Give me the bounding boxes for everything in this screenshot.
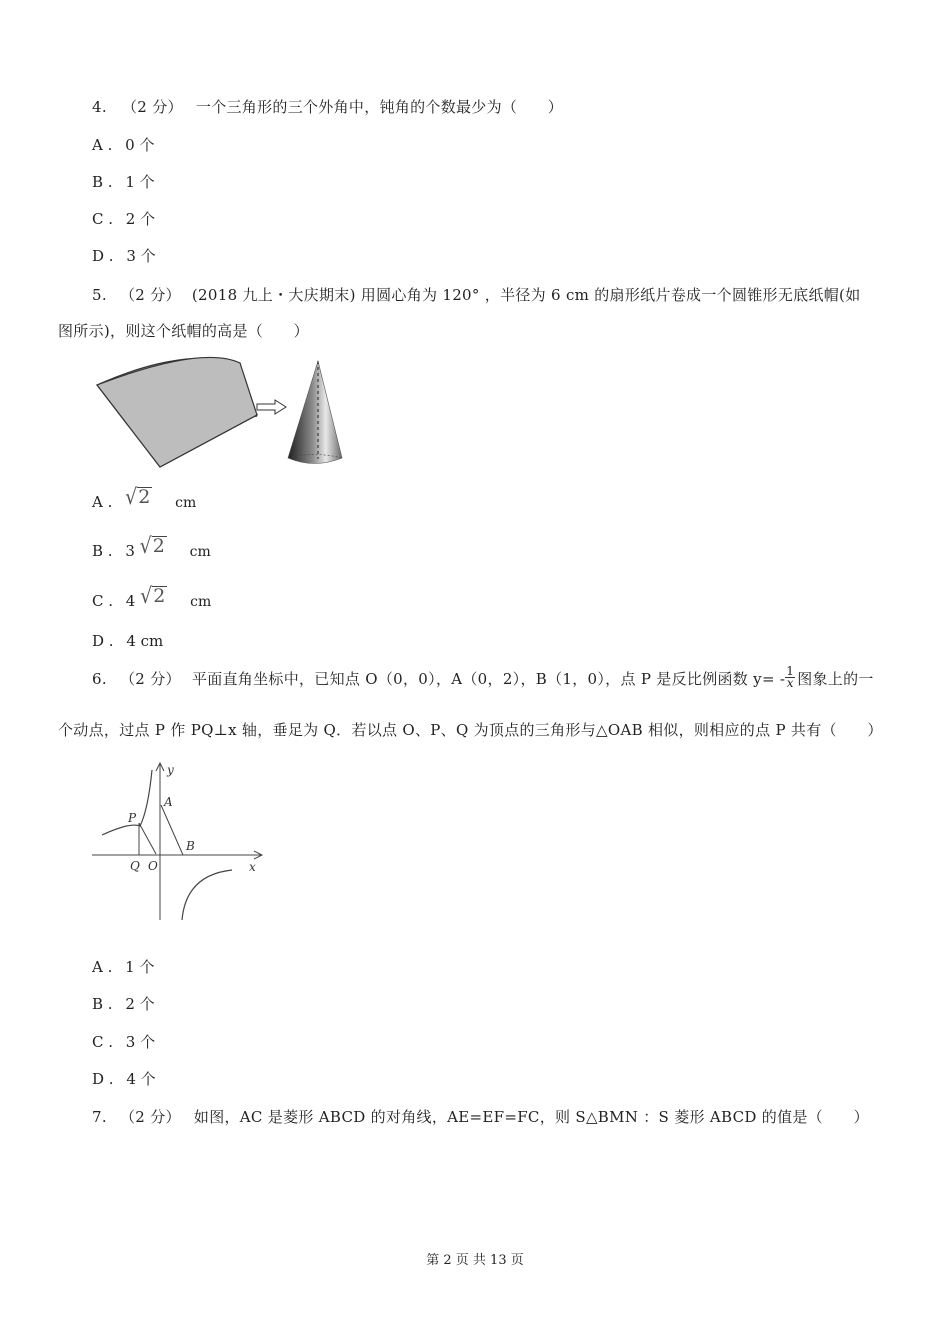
q6-number: 6. bbox=[92, 670, 107, 688]
q6-stem-line2: 个动点，过点 P 作 PQ⊥x 轴，垂足为 Q．若以点 O、P、Q 为顶点的三角形与△OAB 相似，则相应的点 P 共有（ ） bbox=[58, 721, 883, 739]
q6-stem-line1a: 平面直角坐标中，已知点 O（0，0），A（0，2），B（1，0），点 P 是反比例函数 y= - bbox=[191, 670, 786, 688]
q4-option-b[interactable] bbox=[92, 171, 155, 192]
label-p: P bbox=[128, 811, 137, 825]
option-coefficient: 4 bbox=[125, 592, 136, 610]
q5-line1 bbox=[92, 284, 861, 305]
option-letter: C . bbox=[92, 1033, 114, 1051]
option-letter: D . bbox=[92, 1070, 114, 1088]
option-text: 4 个 bbox=[126, 1070, 156, 1088]
q6-figure-coordinate-plane bbox=[90, 760, 270, 925]
q6-option-c[interactable] bbox=[92, 1031, 155, 1052]
label-o: O bbox=[148, 859, 158, 873]
option-text: 1 个 bbox=[125, 958, 155, 976]
fraction: $\frac{1}{x}$ bbox=[786, 663, 795, 690]
q6-line1 bbox=[92, 663, 874, 690]
option-text: 0 个 bbox=[125, 136, 155, 154]
label-y: y bbox=[167, 763, 174, 777]
option-letter: B . bbox=[92, 542, 113, 560]
q7-stem: 如图，AC 是菱形 ABCD 的对角线，AE=EF=FC，则 S△BMN ：S 菱形 ABCD 的值是（ ） bbox=[193, 1108, 869, 1126]
segment-po bbox=[139, 823, 156, 854]
q5-figure-sector-to-cone bbox=[92, 355, 372, 475]
option-text: 3 个 bbox=[126, 247, 156, 265]
option-letter: A . bbox=[92, 493, 113, 511]
option-letter: B . bbox=[92, 173, 113, 191]
sqrt-expression: √2 bbox=[140, 583, 166, 609]
q7-number: 7. bbox=[92, 1108, 107, 1126]
q5-points: （2 分） bbox=[120, 286, 181, 304]
label-q: Q bbox=[130, 859, 140, 873]
option-letter: A . bbox=[92, 136, 113, 154]
option-unit: cm bbox=[190, 594, 212, 610]
option-text: 4 cm bbox=[126, 632, 164, 650]
label-x: x bbox=[249, 860, 256, 874]
option-text: 3 个 bbox=[125, 1033, 156, 1051]
option-letter: C . bbox=[92, 210, 114, 228]
segment-ab bbox=[161, 805, 183, 855]
q6-option-a[interactable] bbox=[92, 956, 154, 977]
option-text: 2 个 bbox=[125, 995, 155, 1013]
arrow-icon bbox=[257, 400, 286, 414]
q6-stem-line1b: 图象上的一 bbox=[797, 670, 874, 688]
q4-option-a[interactable] bbox=[92, 134, 154, 155]
option-coefficient: 3 bbox=[125, 542, 135, 560]
sqrt-expression: √2 bbox=[139, 533, 165, 559]
option-text: 2 个 bbox=[125, 210, 156, 228]
option-letter: D . bbox=[92, 632, 114, 650]
option-letter: B . bbox=[92, 995, 113, 1013]
option-letter: D . bbox=[92, 247, 114, 265]
q5-number: 5. bbox=[92, 286, 107, 304]
q4-stem: 一个三角形的三个外角中，钝角的个数最少为（ ） bbox=[195, 98, 564, 116]
q7-points: （2 分） bbox=[120, 1108, 181, 1126]
q6-option-b[interactable] bbox=[92, 993, 155, 1014]
cone-shape bbox=[288, 361, 342, 464]
sqrt-expression: √2 bbox=[125, 484, 151, 510]
hyperbola-branch-left bbox=[102, 770, 152, 835]
q4-points: （2 分） bbox=[122, 98, 183, 116]
q5-stem-line1: (2018 九上・大庆期末) 用圆心角为 120° ，半径为 6 cm 的扇形纸片卷成一个圆锥形无底纸帽(如 bbox=[191, 286, 861, 304]
q5-option-c[interactable] bbox=[92, 585, 211, 610]
q5-stem-line2: 图所示)，则这个纸帽的高是（ ） bbox=[58, 322, 309, 340]
q4-option-d[interactable] bbox=[92, 245, 156, 266]
q4-option-c[interactable] bbox=[92, 208, 155, 229]
q5-option-a[interactable] bbox=[92, 486, 196, 511]
q6-line2 bbox=[58, 719, 883, 740]
q4-line bbox=[92, 96, 563, 117]
q4-number: 4. bbox=[92, 98, 107, 116]
q7-line bbox=[92, 1106, 869, 1127]
label-b: B bbox=[186, 839, 195, 853]
option-letter: C . bbox=[92, 592, 114, 610]
option-unit: cm bbox=[189, 544, 211, 560]
page-footer: 第 2 页 共 13 页 bbox=[426, 1253, 524, 1268]
q6-option-d[interactable] bbox=[92, 1068, 156, 1089]
sector-arc bbox=[97, 357, 257, 467]
q5-option-d[interactable] bbox=[92, 632, 163, 650]
q6-points: （2 分） bbox=[120, 670, 181, 688]
hyperbola-branch-right bbox=[182, 870, 232, 920]
q5-line2 bbox=[58, 320, 309, 341]
option-unit: cm bbox=[175, 495, 197, 511]
option-letter: A . bbox=[92, 958, 113, 976]
q5-option-b[interactable] bbox=[92, 535, 211, 560]
option-text: 1 个 bbox=[125, 173, 155, 191]
label-a: A bbox=[164, 795, 173, 809]
